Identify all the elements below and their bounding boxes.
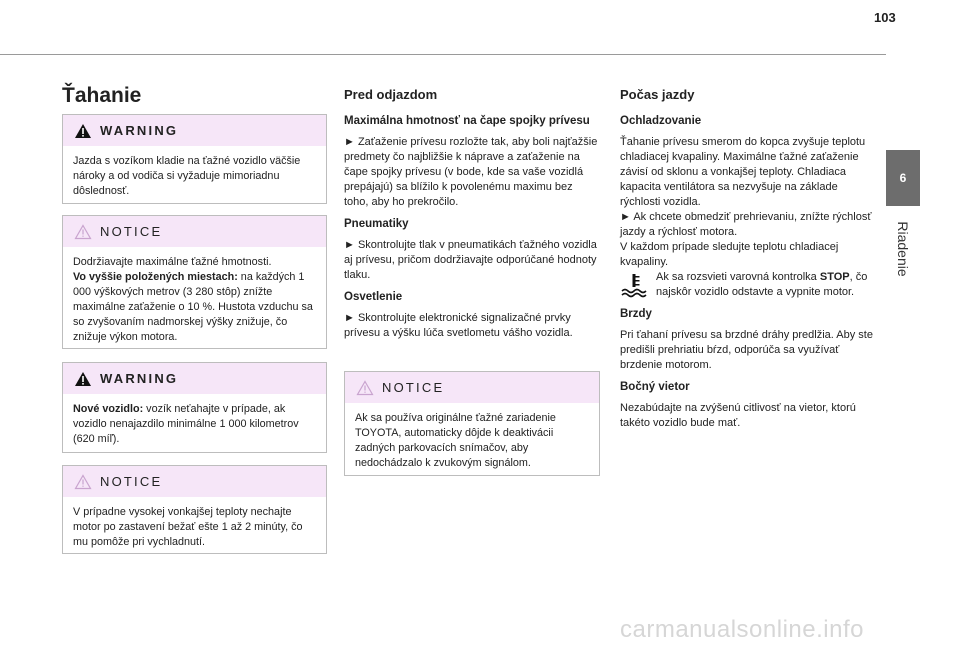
notice-icon bbox=[356, 380, 374, 396]
warning-text: Jazda s vozíkom kladie na ťažné vozidlo väčšie nároky a od vodiča si vyžaduje mimoriadnu dôslednosť. bbox=[73, 155, 301, 197]
subheading-tyres: Pneumatiky bbox=[344, 218, 409, 230]
warning-icon bbox=[74, 371, 92, 387]
notice-box-1 bbox=[62, 215, 327, 349]
warning-icon bbox=[74, 123, 92, 139]
subheading-crosswind: Bočný vietor bbox=[620, 381, 690, 393]
notice-box-3 bbox=[344, 371, 600, 476]
warning-header bbox=[63, 363, 326, 394]
coolant-temperature-icon bbox=[620, 272, 648, 298]
warning-title: WARNING bbox=[100, 123, 179, 138]
warning-body bbox=[63, 394, 326, 455]
notice-header bbox=[345, 372, 599, 403]
subheading-brakes: Brzdy bbox=[620, 308, 652, 320]
notice-text-2: na každých 1 000 výškových metrov (3 280 stôp) znížte maximálne zaťaženie o 10 %. Hustota vzduchu sa so zvyšovaním nadmorskej výšky znižuje, čo znižuje výkon motora. bbox=[73, 271, 313, 343]
warning-text: vozík neťahajte v prípade, ak vozidlo nenajazdilo minimálne 1 000 kilometrov (620 míľ). bbox=[73, 403, 299, 445]
chapter-label: Riadenie bbox=[895, 221, 911, 277]
notice-body bbox=[63, 247, 326, 353]
notice-text: V prípadne vysokej vonkajšej teploty nechajte motor po zastavení bežať ešte 1 až 2 minúty, čo mu pomôže pri vychladnutí. bbox=[73, 506, 303, 548]
paragraph-crosswind: Nezabúdajte na zvýšenú citlivosť na vietor, ktorú takéto vozidlo bude mať. bbox=[620, 402, 856, 429]
notice-text-1: Dodržiavajte maximálne ťažné hmotnosti. bbox=[73, 256, 272, 268]
warning-header bbox=[63, 115, 326, 146]
paragraph-cooling-2: ► Ak chcete obmedziť prehrievaniu, znížte rýchlosť jazdy a rýchlosť motora. bbox=[620, 211, 872, 238]
warning-box-2 bbox=[62, 362, 327, 453]
subheading-cooling: Ochladzovanie bbox=[620, 115, 702, 127]
column-towing bbox=[62, 82, 327, 108]
column-while-driving bbox=[620, 82, 876, 437]
column-before-departure bbox=[344, 82, 600, 347]
notice-icon bbox=[74, 474, 92, 490]
notice-bold: Vo vyššie položených miestach: bbox=[73, 271, 238, 283]
notice-icon bbox=[74, 224, 92, 240]
paragraph-cooling-3: V každom prípade sledujte teplotu chladiacej kvapaliny. bbox=[620, 241, 839, 268]
notice-title: NOTICE bbox=[100, 474, 163, 489]
chapter-tab[interactable]: 6 bbox=[886, 150, 920, 206]
paragraph-tyres: ► Skontrolujte tlak v pneumatikách ťažného vozidla aj prívesu, pričom dodržiavajte odporúčané hodnoty tlaku. bbox=[344, 239, 597, 281]
subheading-lighting: Osvetlenie bbox=[344, 291, 403, 303]
section-heading: Pred odjazdom bbox=[344, 87, 438, 102]
paragraph-cooling-4 bbox=[620, 270, 876, 300]
notice-box-2 bbox=[62, 465, 327, 554]
warning-box-1 bbox=[62, 114, 327, 204]
header-rule bbox=[0, 54, 886, 55]
warning-bold: Nové vozidlo: bbox=[73, 403, 144, 415]
paragraph-brakes: Pri ťahaní prívesu sa brzdné dráhy predlžia. Aby ste predišli prehriatiu bŕzd, odporúča sa využívať brzdenie motorom. bbox=[620, 329, 873, 371]
notice-title: NOTICE bbox=[100, 224, 163, 239]
warning-title: WARNING bbox=[100, 371, 179, 386]
page-number: 103 bbox=[874, 10, 896, 25]
paragraph-cooling-1: Ťahanie prívesu smerom do kopca zvyšuje teplotu chladiacej kvapaliny. Maximálne ťažné zaťaženie závisí od sklonu a vonkajšej teploty. Chladiaca kapacita ventilátora sa nezvyšuje na základe rýchlosti vozidla. bbox=[620, 136, 866, 208]
chapter-label-wrap bbox=[884, 214, 922, 284]
section-heading: Počas jazdy bbox=[620, 87, 695, 102]
notice-header bbox=[63, 466, 326, 497]
notice-header bbox=[63, 216, 326, 247]
stop-label: STOP bbox=[819, 271, 850, 283]
notice-text: Ak sa používa originálne ťažné zariadenie TOYOTA, automaticky dôjde k deaktivácii zadných parkovacích snímačov, aby nedochádzalo k zvukovým signálom. bbox=[355, 412, 556, 469]
page-title: Ťahanie bbox=[62, 84, 142, 107]
notice-title: NOTICE bbox=[382, 380, 445, 395]
paragraph-lighting: ► Skontrolujte elektronické signalizačné prvky prívesu a výšku lúča svetlometu vášho vozidla. bbox=[344, 312, 573, 339]
watermark[interactable]: carmanualsonline.info bbox=[620, 616, 864, 643]
warning-light-text: Ak sa rozsvieti varovná kontrolka bbox=[656, 271, 820, 283]
warning-light-text-end: , čo najskôr vozidlo odstavte a vypnite motor. bbox=[656, 271, 868, 298]
subheading-load: Maximálna hmotnosť na čape spojky prívesu bbox=[344, 115, 590, 127]
paragraph-load: ► Zaťaženie prívesu rozložte tak, aby boli najťažšie predmety čo najbližšie k náprave a zaťaženie na čape spojky prívesu (v bode, kde sa vaše vozidlá prepájajú) sa blížilo k povolenému maximu bez toho, aby ho prekročilo. bbox=[344, 136, 598, 208]
